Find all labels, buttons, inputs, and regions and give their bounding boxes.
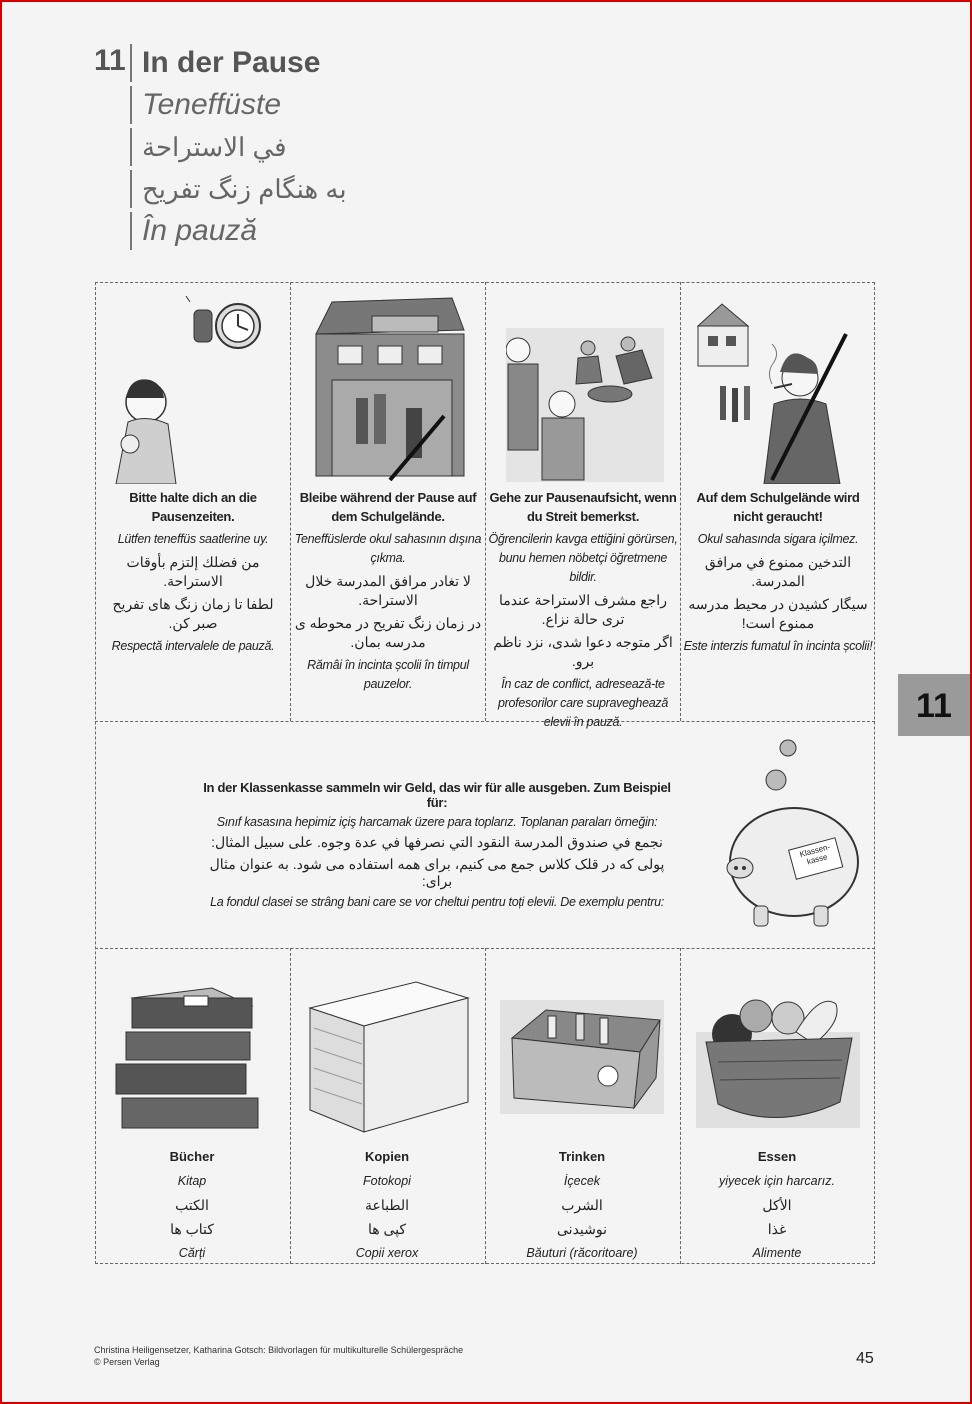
- rule-fa: در زمان زنگ تفریح در محوطه ی مدرسه بمان.: [294, 615, 482, 650]
- title-fa: به هنگام زنگ تفریح: [130, 170, 347, 208]
- chapter-number: 11: [94, 44, 126, 77]
- grid-divider: [290, 282, 291, 721]
- rule-fa: لطفا تا زمان زنگ های تفریح صبر کن.: [112, 596, 274, 631]
- piggy-label: Klassen-kasse: [798, 842, 832, 867]
- classfund-tr: Sınıf kasasına hepimiz içiş harcamak üzere para toplarız. Toplanan paraları örneğin:: [216, 815, 658, 829]
- rule-de: Auf dem Schulgelände wird nicht geraucht!: [696, 490, 860, 524]
- rule-ar: التدخين ممنوع في مرافق المدرسة.: [704, 554, 852, 589]
- school-building-illustration: [312, 294, 468, 484]
- break-supervisor-illustration: [506, 328, 666, 484]
- rule-ro: Respectă intervalele de pauză.: [111, 639, 275, 653]
- rule-fa: اگر متوجه دعوا شدی، نزد ناظم برو.: [493, 634, 673, 669]
- rule-de: Bitte halte dich an die Pausenzeiten.: [129, 490, 257, 524]
- classfund-ar: نجمع في صندوق المدرسة النقود التي نصرفها في عدة وجوه. على سبيل المثال:: [211, 834, 663, 850]
- rule-tr: Lütfen teneffüs saatlerine uy.: [117, 532, 269, 546]
- classfund-de: In der Klassenkasse sammeln wir Geld, das wir für alle ausgeben. Zum Beispiel für:: [203, 780, 671, 810]
- item-fa: کپی ها: [367, 1221, 407, 1237]
- rule-ro: Rămâi în incinta școlii în timpul pauzelor.: [307, 658, 469, 691]
- title-ar: في الاستراحة: [130, 128, 287, 166]
- rule-ar: لا تغادر مرافق المدرسة خلال الاستراحة.: [305, 573, 471, 608]
- item-tr: Fotokopi: [363, 1174, 411, 1188]
- item-de: Bücher: [169, 1149, 215, 1164]
- chapter-side-tab: 11: [898, 674, 970, 736]
- rule-tr: Teneffüslerde okul sahasının dışına çıkma.: [294, 532, 482, 565]
- item-food: [680, 1145, 874, 1265]
- footer-authors: Christina Heiligensetzer, Katharina Gotsch: Bildvorlagen für multikulturelle Schülergespräche: [94, 1345, 464, 1355]
- rule-ar: من فضلك إلتزم بأوقات الاستراحة.: [126, 554, 260, 589]
- rule-tr: Öğrencilerin kavga ettiğini görürsen, bunu hemen nöbetçi öğretmene bildir.: [488, 532, 678, 584]
- title-ro: În pauză: [130, 212, 257, 250]
- drinks-crate-illustration: [500, 1000, 666, 1116]
- item-ro: Alimente: [752, 1246, 802, 1260]
- girl-eating-illustration: [110, 294, 270, 484]
- class-fund-text: [202, 780, 672, 909]
- rule-card-report-conflict: [488, 488, 678, 732]
- item-fa: غذا: [767, 1221, 787, 1237]
- footer-publisher: © Persen Verlag: [94, 1357, 160, 1367]
- item-ro: Copii xerox: [355, 1246, 419, 1260]
- copies-illustration: [306, 978, 472, 1138]
- rule-card-no-smoking: [683, 488, 873, 656]
- piggy-bank-illustration: [718, 738, 868, 934]
- footer-credits: [94, 1344, 463, 1368]
- books-illustration: [112, 978, 268, 1134]
- item-ro: Băuturi (răcoritoare): [526, 1246, 638, 1260]
- classfund-ro: La fondul clasei se strâng bani care se vor cheltui pentru toți elevii. De exemplu pentru:: [210, 895, 664, 909]
- title-de: In der Pause: [130, 44, 320, 82]
- food-basket-illustration: [696, 982, 862, 1130]
- rule-tr: Okul sahasında sigara içilmez.: [697, 532, 859, 546]
- item-fa: کتاب ها: [170, 1221, 214, 1237]
- item-de: Trinken: [558, 1149, 606, 1164]
- rule-ar: راجع مشرف الاستراحة عندما ترى حالة نزاع.: [499, 592, 667, 627]
- item-de: Essen: [757, 1149, 797, 1164]
- rule-ro: Este interzis fumatul în incinta școlii!: [683, 639, 873, 653]
- item-ar: الشرب: [561, 1197, 603, 1213]
- page-number: 45: [856, 1350, 874, 1367]
- title-tr: Teneffüste: [130, 86, 281, 124]
- rule-ro: În caz de conflict, adresează-te profesorilor care supraveghează elevii în pauză.: [498, 677, 668, 729]
- item-de: Kopien: [364, 1149, 410, 1164]
- item-tr: İçecek: [563, 1174, 601, 1188]
- rule-card-pause-times: [100, 488, 286, 656]
- item-fa: نوشیدنی: [557, 1221, 607, 1237]
- grid-divider: [95, 721, 875, 722]
- rule-card-stay-on-grounds: [293, 488, 483, 694]
- grid-divider: [485, 282, 486, 721]
- rule-de: Bleibe während der Pause auf dem Schulgelände.: [299, 490, 477, 524]
- item-ar: الأكل: [762, 1197, 792, 1213]
- item-books: [95, 1145, 289, 1265]
- item-copies: [290, 1145, 484, 1265]
- item-tr: Kitap: [177, 1174, 207, 1188]
- grid-divider: [680, 282, 681, 721]
- rule-fa: سیگار کشیدن در محیط مدرسه ممنوع است!: [688, 596, 868, 631]
- item-drinks: [485, 1145, 679, 1265]
- item-ar: الطباعة: [365, 1197, 409, 1213]
- rule-de: Gehe zur Pausenaufsicht, wenn du Streit bemerkst.: [489, 490, 677, 524]
- item-tr: yiyecek için harcarız.: [718, 1174, 835, 1188]
- item-ar: الكتب: [175, 1197, 209, 1213]
- classfund-fa: پولی که در قلک کلاس جمع می کنیم، برای همه استفاده می شود. به عنوان مثال برای:: [209, 856, 665, 889]
- no-smoking-illustration: [696, 300, 860, 484]
- item-ro: Cărți: [178, 1246, 206, 1260]
